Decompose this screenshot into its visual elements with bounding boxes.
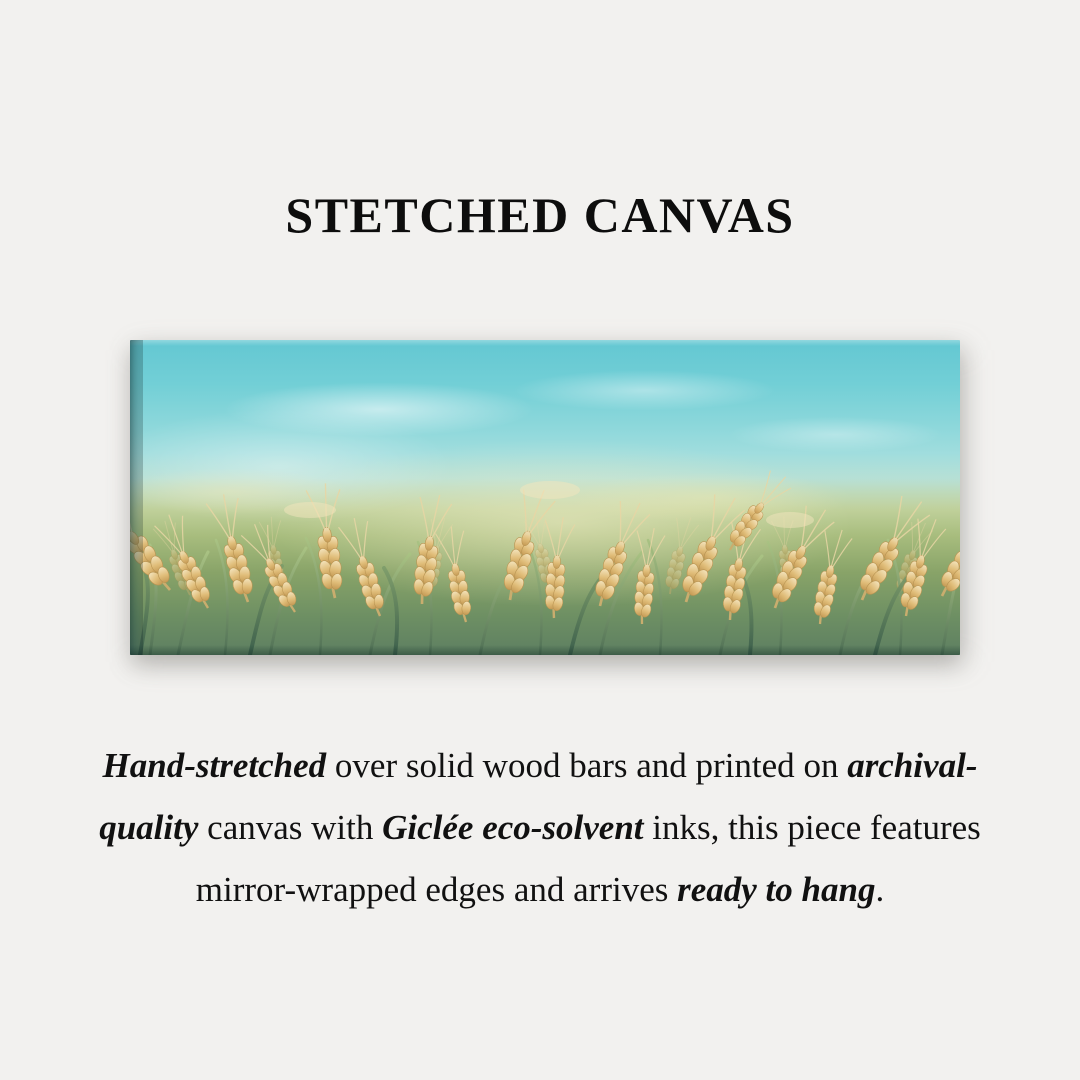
description-text-2: on	[803, 746, 848, 785]
canvas-top-bevel	[130, 340, 960, 346]
description-emphasis-archival: archival-quality	[99, 746, 978, 847]
description-emphasis-ready-to-hang: ready to hang	[677, 870, 876, 909]
description-text-6: .	[875, 870, 885, 909]
wheat-field-illustration	[130, 340, 960, 655]
description-text-1: over solid wood bars and printed	[326, 746, 795, 785]
page-title: STETCHED CANVAS	[285, 187, 795, 243]
description-text-3: canvas with	[198, 808, 383, 847]
canvas-bottom-bevel	[130, 645, 960, 655]
description-emphasis-giclee: Giclée eco-solvent	[382, 808, 644, 847]
product-description	[95, 735, 985, 921]
canvas-left-edge	[130, 340, 143, 655]
description-text-5: arrives	[573, 870, 678, 909]
canvas-artwork	[130, 340, 960, 655]
description-text-4: inks, this piece features mirror-wrapped edges and	[195, 808, 981, 909]
description-emphasis-hand-stretched: Hand-stretched	[102, 746, 327, 785]
artwork-image	[130, 340, 960, 655]
canvas-frame	[130, 340, 960, 655]
